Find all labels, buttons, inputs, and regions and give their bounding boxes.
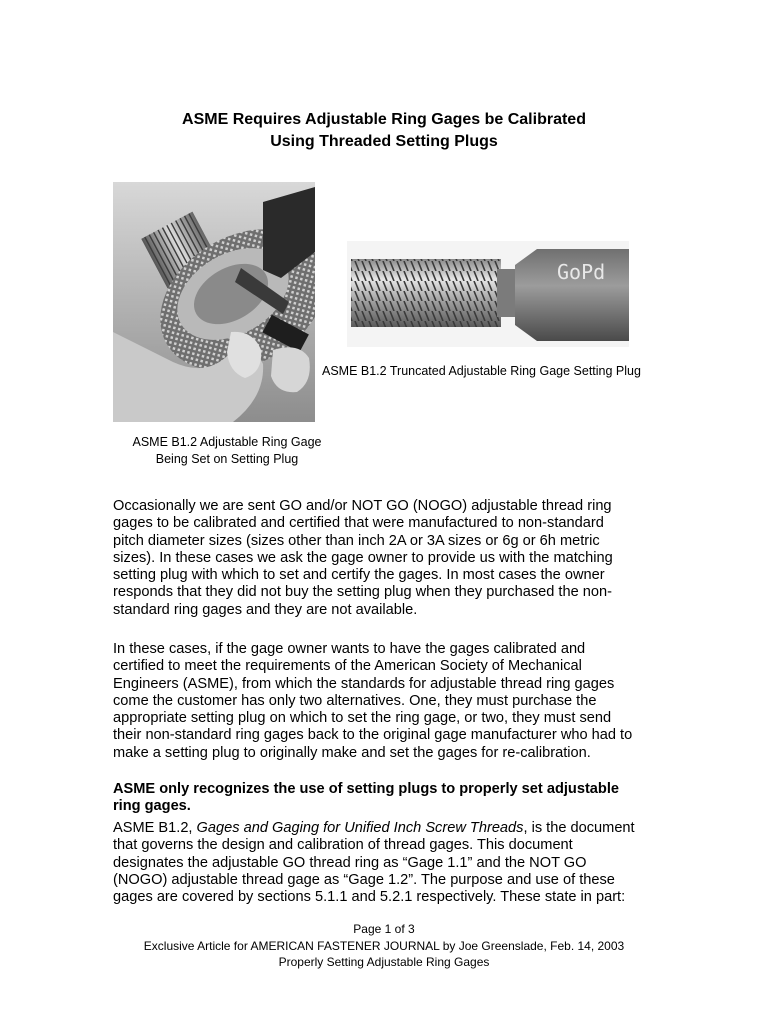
setting-plug-caption: ASME B1.2 Truncated Adjustable Ring Gage Setting Plug [322, 364, 641, 378]
text-run: , is the document [523, 820, 635, 836]
text-line: gages are covered by sections 5.1.1 and 5.2.1 respectively. These state in part: [113, 889, 626, 906]
text-line: ASME only recognizes the use of setting plugs to properly set adjustable [113, 781, 619, 797]
paragraph-asme-b1-2 [113, 820, 658, 906]
text-line: Occasionally we are sent GO and/or NOT GO (NOGO) adjustable thread ring [113, 498, 612, 514]
text-line: (NOGO) adjustable thread gage as “Gage 1.2”. The purpose and use of these [113, 871, 615, 888]
ring-gage-caption-line-1: ASME B1.2 Adjustable Ring Gage [132, 435, 322, 449]
document-title [0, 109, 768, 153]
text-line: gages to be calibrated and certified that were manufactured to non-standard [113, 515, 604, 532]
text-line: pitch diameter sizes (sizes other than inch 2A or 3A sizes or 6g or 6h metric [113, 532, 600, 549]
text-line: that governs the design and calibration of thread gages. This document [113, 837, 573, 854]
text-run: ASME B1.2, [113, 820, 197, 836]
text-line: come the customer has only two alternatives. One, they must purchase the [113, 692, 597, 709]
text-line: ring gages. [113, 798, 191, 815]
title-line-2: Using Threaded Setting Plugs [270, 133, 498, 150]
bold-statement [113, 781, 658, 816]
text-line: certified to meet the requirements of the American Society of Mechanical [113, 658, 582, 675]
text-line: standard ring gages and they are not available. [113, 601, 418, 618]
text-line: responds that they did not buy the setting plug when they purchased the non- [113, 584, 612, 601]
text-line [113, 820, 658, 837]
text-line: sizes). In these cases we ask the gage owner to provide us with the matching [113, 549, 613, 566]
setting-plug-photo-illustration [347, 241, 629, 347]
text-line: setting plug with which to set and certify the gages. In most cases the owner [113, 567, 605, 584]
page-footer [0, 921, 768, 971]
ring-gage-caption [113, 434, 341, 468]
footer-article-credit: Exclusive Article for AMERICAN FASTENER JOURNAL by Joe Greenslade, Feb. 14, 2003 [143, 938, 625, 953]
standard-title-italic: Gages and Gaging for Unified Inch Screw Threads [196, 820, 524, 836]
ring-gage-photo-illustration [113, 182, 315, 422]
text-line: In these cases, if the gage owner wants to have the gages calibrated and [113, 641, 586, 657]
ring-gage-caption-line-2: Being Set on Setting Plug [155, 452, 299, 466]
plug-engraving: GoPd [557, 260, 606, 284]
paragraph-alternatives [113, 641, 658, 762]
page-number: Page 1 of 3 [353, 922, 415, 936]
text-line: designates the adjustable GO thread ring as “Gage 1.1” and the NOT GO [113, 854, 587, 871]
setting-plug-photo [347, 241, 629, 347]
paragraph-nonstandard-gages [113, 498, 658, 619]
title-line-1: ASME Requires Adjustable Ring Gages be Calibrated [182, 111, 586, 128]
text-line: make a setting plug to originally make and set the gages for re-calibration. [113, 744, 591, 761]
footer-article-title: Properly Setting Adjustable Ring Gages [278, 955, 490, 969]
text-line: Engineers (ASME), from which the standards for adjustable thread ring gages [113, 675, 615, 692]
text-line: appropriate setting plug on which to set the ring gage, or two, they must send [113, 710, 612, 727]
text-line: their non-standard ring gages back to the original gage manufacturer who had to [113, 727, 633, 744]
ring-gage-photo [113, 182, 315, 422]
